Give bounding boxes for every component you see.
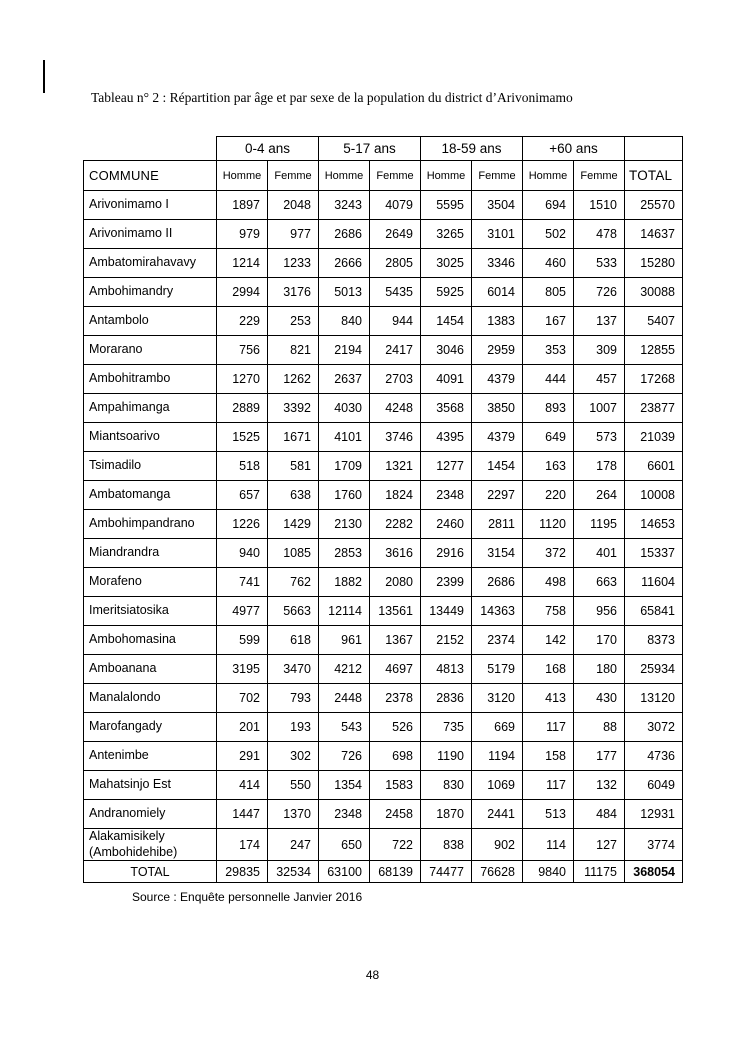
table-row	[84, 684, 683, 713]
value-cell: 5925	[421, 278, 472, 307]
row-total-cell: 12931	[625, 800, 683, 829]
value-cell: 309	[574, 336, 625, 365]
value-cell: 2666	[319, 249, 370, 278]
value-cell: 1120	[523, 510, 574, 539]
value-cell: 1367	[370, 626, 421, 655]
value-cell: 132	[574, 771, 625, 800]
row-total-cell: 21039	[625, 423, 683, 452]
value-cell: 14363	[472, 597, 523, 626]
value-cell: 247	[268, 829, 319, 861]
sex-header: Femme	[268, 161, 319, 191]
row-total-cell: 10008	[625, 481, 683, 510]
total-value-cell: 74477	[421, 861, 472, 883]
row-total-cell: 5407	[625, 307, 683, 336]
sex-header: Femme	[574, 161, 625, 191]
value-cell: 1277	[421, 452, 472, 481]
row-total-cell: 30088	[625, 278, 683, 307]
value-cell: 13561	[370, 597, 421, 626]
row-total-cell: 17268	[625, 365, 683, 394]
total-value-cell: 11175	[574, 861, 625, 883]
value-cell: 979	[217, 220, 268, 249]
value-cell: 1429	[268, 510, 319, 539]
value-cell: 142	[523, 626, 574, 655]
value-cell: 117	[523, 771, 574, 800]
value-cell: 1085	[268, 539, 319, 568]
value-cell: 137	[574, 307, 625, 336]
value-cell: 174	[217, 829, 268, 861]
row-total-cell: 14653	[625, 510, 683, 539]
total-value-cell: 32534	[268, 861, 319, 883]
value-cell: 762	[268, 568, 319, 597]
value-cell: 1583	[370, 771, 421, 800]
empty-header-cell	[625, 137, 683, 161]
value-cell: 444	[523, 365, 574, 394]
value-cell: 5435	[370, 278, 421, 307]
value-cell: 4813	[421, 655, 472, 684]
value-cell: 1270	[217, 365, 268, 394]
commune-name-cell: Imeritsiatosika	[84, 597, 217, 626]
value-cell: 573	[574, 423, 625, 452]
value-cell: 2297	[472, 481, 523, 510]
value-cell: 758	[523, 597, 574, 626]
value-cell: 893	[523, 394, 574, 423]
value-cell: 1870	[421, 800, 472, 829]
table-body	[84, 191, 683, 861]
value-cell: 2458	[370, 800, 421, 829]
value-cell: 168	[523, 655, 574, 684]
value-cell: 1897	[217, 191, 268, 220]
commune-name-cell: Morarano	[84, 336, 217, 365]
row-total-cell: 4736	[625, 742, 683, 771]
commune-name-cell: Ambohomasina	[84, 626, 217, 655]
value-cell: 1233	[268, 249, 319, 278]
value-cell: 2399	[421, 568, 472, 597]
table-row	[84, 452, 683, 481]
value-cell: 2686	[472, 568, 523, 597]
value-cell: 193	[268, 713, 319, 742]
page-number: 48	[365, 968, 380, 982]
total-column-header: TOTAL	[625, 161, 683, 191]
commune-name-cell: Antambolo	[84, 307, 217, 336]
value-cell: 741	[217, 568, 268, 597]
commune-name-cell: Amboanana	[84, 655, 217, 684]
value-cell: 513	[523, 800, 574, 829]
value-cell: 1454	[472, 452, 523, 481]
value-cell: 3101	[472, 220, 523, 249]
commune-name-cell: Miandrandra	[84, 539, 217, 568]
table-row	[84, 771, 683, 800]
value-cell: 457	[574, 365, 625, 394]
value-cell: 533	[574, 249, 625, 278]
value-cell: 649	[523, 423, 574, 452]
value-cell: 756	[217, 336, 268, 365]
table-row	[84, 423, 683, 452]
row-total-cell: 65841	[625, 597, 683, 626]
row-total-cell: 12855	[625, 336, 683, 365]
value-cell: 1671	[268, 423, 319, 452]
value-cell: 1195	[574, 510, 625, 539]
commune-name-cell: Ambatomirahavavy	[84, 249, 217, 278]
value-cell: 2130	[319, 510, 370, 539]
value-cell: 2959	[472, 336, 523, 365]
value-cell: 4379	[472, 423, 523, 452]
value-cell: 961	[319, 626, 370, 655]
value-cell: 4248	[370, 394, 421, 423]
value-cell: 550	[268, 771, 319, 800]
value-cell: 401	[574, 539, 625, 568]
value-cell: 1321	[370, 452, 421, 481]
value-cell: 1709	[319, 452, 370, 481]
commune-name-cell: Andranomiely	[84, 800, 217, 829]
age-group-header-18-59: 18-59 ans	[421, 137, 523, 161]
value-cell: 726	[574, 278, 625, 307]
value-cell: 698	[370, 742, 421, 771]
value-cell: 518	[217, 452, 268, 481]
value-cell: 2853	[319, 539, 370, 568]
value-cell: 1510	[574, 191, 625, 220]
value-cell: 413	[523, 684, 574, 713]
total-row-label: TOTAL	[84, 861, 217, 883]
value-cell: 3025	[421, 249, 472, 278]
value-cell: 178	[574, 452, 625, 481]
value-cell: 1007	[574, 394, 625, 423]
value-cell: 220	[523, 481, 574, 510]
value-cell: 5013	[319, 278, 370, 307]
value-cell: 581	[268, 452, 319, 481]
row-total-cell: 8373	[625, 626, 683, 655]
value-cell: 264	[574, 481, 625, 510]
value-cell: 2194	[319, 336, 370, 365]
value-cell: 1447	[217, 800, 268, 829]
value-cell: 1262	[268, 365, 319, 394]
value-cell: 460	[523, 249, 574, 278]
commune-name-cell: Manalalondo	[84, 684, 217, 713]
value-cell: 3746	[370, 423, 421, 452]
value-cell: 944	[370, 307, 421, 336]
value-cell: 805	[523, 278, 574, 307]
sex-header: Femme	[370, 161, 421, 191]
table-caption: Tableau n° 2 : Répartition par âge et par sexe de la population du district d’Arivonimamo	[91, 90, 573, 105]
value-cell: 302	[268, 742, 319, 771]
value-cell: 2374	[472, 626, 523, 655]
value-cell: 484	[574, 800, 625, 829]
value-cell: 4030	[319, 394, 370, 423]
value-cell: 6014	[472, 278, 523, 307]
table-row	[84, 365, 683, 394]
value-cell: 2805	[370, 249, 421, 278]
value-cell: 2080	[370, 568, 421, 597]
value-cell: 478	[574, 220, 625, 249]
row-total-cell: 3072	[625, 713, 683, 742]
value-cell: 2448	[319, 684, 370, 713]
table-row	[84, 539, 683, 568]
value-cell: 838	[421, 829, 472, 861]
value-cell: 793	[268, 684, 319, 713]
value-cell: 12114	[319, 597, 370, 626]
value-cell: 2836	[421, 684, 472, 713]
table-row	[84, 626, 683, 655]
value-cell: 1454	[421, 307, 472, 336]
value-cell: 1525	[217, 423, 268, 452]
table-row	[84, 249, 683, 278]
value-cell: 543	[319, 713, 370, 742]
blank-corner-cell	[84, 137, 217, 161]
value-cell: 3120	[472, 684, 523, 713]
commune-name-cell: Marofangady	[84, 713, 217, 742]
table-row	[84, 220, 683, 249]
value-cell: 2417	[370, 336, 421, 365]
value-cell: 2348	[421, 481, 472, 510]
value-cell: 3504	[472, 191, 523, 220]
column-header-row	[84, 161, 683, 191]
value-cell: 4101	[319, 423, 370, 452]
value-cell: 4212	[319, 655, 370, 684]
commune-name-cell: Tsimadilo	[84, 452, 217, 481]
commune-name-cell: Ambatomanga	[84, 481, 217, 510]
value-cell: 430	[574, 684, 625, 713]
value-cell: 2152	[421, 626, 472, 655]
table-row	[84, 568, 683, 597]
value-cell: 180	[574, 655, 625, 684]
value-cell: 3265	[421, 220, 472, 249]
value-cell: 3176	[268, 278, 319, 307]
commune-name-cell: Morafeno	[84, 568, 217, 597]
table-row	[84, 800, 683, 829]
value-cell: 3470	[268, 655, 319, 684]
value-cell: 657	[217, 481, 268, 510]
value-cell: 88	[574, 713, 625, 742]
table-row	[84, 829, 683, 861]
value-cell: 3346	[472, 249, 523, 278]
commune-name-cell: Arivonimamo II	[84, 220, 217, 249]
value-cell: 13449	[421, 597, 472, 626]
value-cell: 253	[268, 307, 319, 336]
value-cell: 618	[268, 626, 319, 655]
value-cell: 2378	[370, 684, 421, 713]
row-total-cell: 23877	[625, 394, 683, 423]
table-row	[84, 191, 683, 220]
value-cell: 956	[574, 597, 625, 626]
value-cell: 372	[523, 539, 574, 568]
value-cell: 4977	[217, 597, 268, 626]
value-cell: 902	[472, 829, 523, 861]
value-cell: 4395	[421, 423, 472, 452]
value-cell: 2048	[268, 191, 319, 220]
value-cell: 840	[319, 307, 370, 336]
value-cell: 201	[217, 713, 268, 742]
value-cell: 5663	[268, 597, 319, 626]
value-cell: 3243	[319, 191, 370, 220]
grand-total-cell: 368054	[625, 861, 683, 883]
sex-header: Homme	[319, 161, 370, 191]
value-cell: 940	[217, 539, 268, 568]
value-cell: 158	[523, 742, 574, 771]
value-cell: 3046	[421, 336, 472, 365]
row-total-cell: 15337	[625, 539, 683, 568]
value-cell: 177	[574, 742, 625, 771]
commune-name-cell: Ambohimpandrano	[84, 510, 217, 539]
value-cell: 638	[268, 481, 319, 510]
value-cell: 2994	[217, 278, 268, 307]
value-cell: 3154	[472, 539, 523, 568]
value-cell: 1882	[319, 568, 370, 597]
commune-name-cell: Ampahimanga	[84, 394, 217, 423]
value-cell: 735	[421, 713, 472, 742]
table-row	[84, 713, 683, 742]
commune-name-cell: Arivonimamo I	[84, 191, 217, 220]
value-cell: 4079	[370, 191, 421, 220]
value-cell: 498	[523, 568, 574, 597]
total-value-cell: 68139	[370, 861, 421, 883]
table-row	[84, 336, 683, 365]
value-cell: 114	[523, 829, 574, 861]
value-cell: 2686	[319, 220, 370, 249]
commune-column-header: COMMUNE	[84, 161, 217, 191]
value-cell: 3195	[217, 655, 268, 684]
total-value-cell: 76628	[472, 861, 523, 883]
value-cell: 669	[472, 713, 523, 742]
value-cell: 526	[370, 713, 421, 742]
value-cell: 414	[217, 771, 268, 800]
table-row	[84, 307, 683, 336]
value-cell: 821	[268, 336, 319, 365]
value-cell: 1214	[217, 249, 268, 278]
value-cell: 694	[523, 191, 574, 220]
source-note: Source : Enquête personnelle Janvier 2016	[132, 890, 363, 904]
row-total-cell: 13120	[625, 684, 683, 713]
age-group-header-row	[84, 137, 683, 161]
value-cell: 1069	[472, 771, 523, 800]
value-cell: 2889	[217, 394, 268, 423]
value-cell: 663	[574, 568, 625, 597]
value-cell: 1190	[421, 742, 472, 771]
row-total-cell: 6601	[625, 452, 683, 481]
sex-header: Homme	[217, 161, 268, 191]
commune-name-cell: Mahatsinjo Est	[84, 771, 217, 800]
value-cell: 1383	[472, 307, 523, 336]
value-cell: 4091	[421, 365, 472, 394]
value-cell: 2282	[370, 510, 421, 539]
value-cell: 229	[217, 307, 268, 336]
table-row	[84, 655, 683, 684]
age-group-header-0-4: 0-4 ans	[217, 137, 319, 161]
commune-name-cell: Alakamisikely (Ambohidehibe)	[84, 829, 217, 861]
value-cell: 353	[523, 336, 574, 365]
grand-total-row	[84, 861, 683, 883]
value-cell: 167	[523, 307, 574, 336]
total-value-cell: 63100	[319, 861, 370, 883]
revision-mark-bar	[43, 60, 45, 93]
value-cell: 5179	[472, 655, 523, 684]
value-cell: 5595	[421, 191, 472, 220]
value-cell: 3392	[268, 394, 319, 423]
population-table	[83, 136, 683, 883]
table-row	[84, 597, 683, 626]
value-cell: 2916	[421, 539, 472, 568]
total-value-cell: 29835	[217, 861, 268, 883]
table-row	[84, 278, 683, 307]
value-cell: 3568	[421, 394, 472, 423]
value-cell: 291	[217, 742, 268, 771]
value-cell: 2460	[421, 510, 472, 539]
table-row	[84, 394, 683, 423]
value-cell: 3850	[472, 394, 523, 423]
row-total-cell: 3774	[625, 829, 683, 861]
value-cell: 2441	[472, 800, 523, 829]
value-cell: 650	[319, 829, 370, 861]
value-cell: 117	[523, 713, 574, 742]
commune-name-cell: Miantsoarivo	[84, 423, 217, 452]
row-total-cell: 25934	[625, 655, 683, 684]
value-cell: 3616	[370, 539, 421, 568]
value-cell: 722	[370, 829, 421, 861]
row-total-cell: 6049	[625, 771, 683, 800]
commune-name-cell: Ambohimandry	[84, 278, 217, 307]
sex-header: Femme	[472, 161, 523, 191]
value-cell: 726	[319, 742, 370, 771]
table-row	[84, 742, 683, 771]
value-cell: 977	[268, 220, 319, 249]
value-cell: 2811	[472, 510, 523, 539]
value-cell: 1824	[370, 481, 421, 510]
value-cell: 1354	[319, 771, 370, 800]
commune-name-cell: Antenimbe	[84, 742, 217, 771]
age-group-header-5-17: 5-17 ans	[319, 137, 421, 161]
value-cell: 1226	[217, 510, 268, 539]
value-cell: 1194	[472, 742, 523, 771]
table-row	[84, 510, 683, 539]
sex-header: Homme	[421, 161, 472, 191]
value-cell: 599	[217, 626, 268, 655]
value-cell: 4697	[370, 655, 421, 684]
value-cell: 1370	[268, 800, 319, 829]
value-cell: 2703	[370, 365, 421, 394]
value-cell: 2348	[319, 800, 370, 829]
row-total-cell: 14637	[625, 220, 683, 249]
table-row	[84, 481, 683, 510]
value-cell: 163	[523, 452, 574, 481]
sex-header: Homme	[523, 161, 574, 191]
value-cell: 127	[574, 829, 625, 861]
row-total-cell: 15280	[625, 249, 683, 278]
total-value-cell: 9840	[523, 861, 574, 883]
value-cell: 702	[217, 684, 268, 713]
value-cell: 170	[574, 626, 625, 655]
commune-name-cell: Ambohitrambo	[84, 365, 217, 394]
row-total-cell: 11604	[625, 568, 683, 597]
value-cell: 830	[421, 771, 472, 800]
row-total-cell: 25570	[625, 191, 683, 220]
value-cell: 4379	[472, 365, 523, 394]
age-group-header-60plus: +60 ans	[523, 137, 625, 161]
value-cell: 2649	[370, 220, 421, 249]
value-cell: 2637	[319, 365, 370, 394]
value-cell: 1760	[319, 481, 370, 510]
value-cell: 502	[523, 220, 574, 249]
